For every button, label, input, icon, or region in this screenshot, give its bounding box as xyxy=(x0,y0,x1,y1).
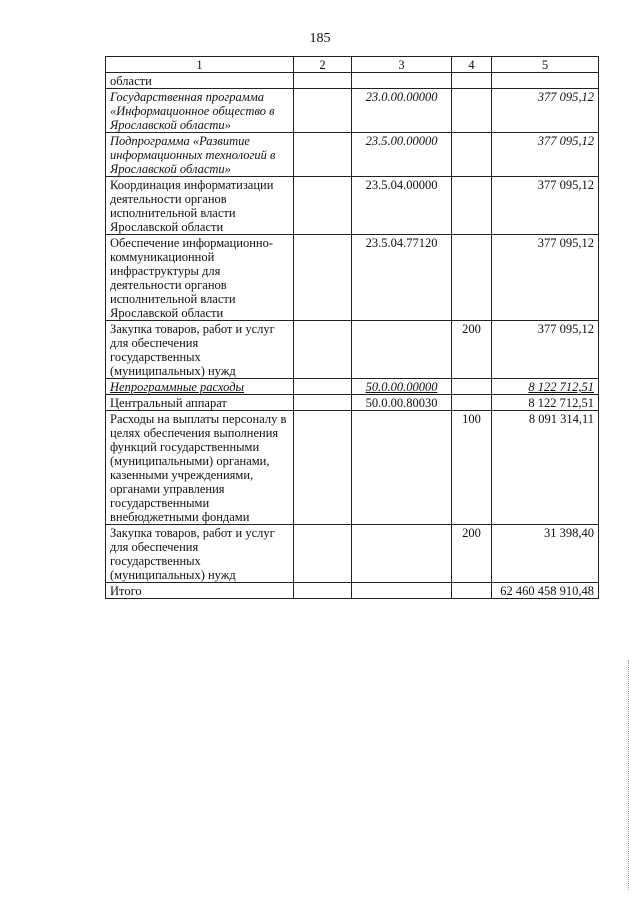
row-type xyxy=(452,235,492,321)
row-name: Расходы на выплаты персоналу в целях обеспечения выполнения функций государственными (муниципальными) органами, казенными учреждениями, органами управления государственными внебюджетными фондами xyxy=(106,411,294,525)
table-row xyxy=(106,411,599,525)
row-type xyxy=(452,379,492,395)
row-amount: 377 095,12 xyxy=(492,235,599,321)
row-amount: 377 095,12 xyxy=(492,133,599,177)
total-row xyxy=(106,583,599,599)
row-empty-col2 xyxy=(294,89,352,133)
row-name: Закупка товаров, работ и услуг для обеспечения государственных (муниципальных) нужд xyxy=(106,525,294,583)
row-type xyxy=(452,395,492,411)
row-empty-col2 xyxy=(294,133,352,177)
row-empty-col2 xyxy=(294,525,352,583)
table-row xyxy=(106,73,599,89)
table-row xyxy=(106,89,599,133)
row-code: 23.5.00.00000 xyxy=(352,133,452,177)
column-header-5: 5 xyxy=(492,57,599,73)
row-name: области xyxy=(106,73,294,89)
row-empty-col2 xyxy=(294,73,352,89)
row-type: 200 xyxy=(452,321,492,379)
table-row xyxy=(106,177,599,235)
row-amount: 31 398,40 xyxy=(492,525,599,583)
row-empty-col2 xyxy=(294,379,352,395)
total-label: Итого xyxy=(106,583,294,599)
total-amount: 62 460 458 910,48 xyxy=(492,583,599,599)
total-empty-col2 xyxy=(294,583,352,599)
table-row xyxy=(106,395,599,411)
row-amount: 8 122 712,51 xyxy=(492,395,599,411)
row-empty-col2 xyxy=(294,411,352,525)
column-header-4: 4 xyxy=(452,57,492,73)
table-row xyxy=(106,379,599,395)
row-type: 100 xyxy=(452,411,492,525)
column-header-3: 3 xyxy=(352,57,452,73)
row-type: 200 xyxy=(452,525,492,583)
row-amount: 377 095,12 xyxy=(492,177,599,235)
row-code: 23.0.00.00000 xyxy=(352,89,452,133)
row-code xyxy=(352,525,452,583)
budget-table xyxy=(105,56,599,599)
total-empty-col3 xyxy=(352,583,452,599)
row-name: Закупка товаров, работ и услуг для обеспечения государственных (муниципальных) нужд xyxy=(106,321,294,379)
row-empty-col2 xyxy=(294,395,352,411)
row-amount xyxy=(492,73,599,89)
row-code xyxy=(352,411,452,525)
row-empty-col2 xyxy=(294,177,352,235)
row-amount: 8 091 314,11 xyxy=(492,411,599,525)
table-row xyxy=(106,235,599,321)
table-row xyxy=(106,133,599,177)
row-type xyxy=(452,133,492,177)
row-code: 50.0.00.00000 xyxy=(352,379,452,395)
row-empty-col2 xyxy=(294,321,352,379)
column-header-1: 1 xyxy=(106,57,294,73)
column-header-2: 2 xyxy=(294,57,352,73)
row-name: Обеспечение информационно-коммуникационной инфраструктуры для деятельности органов исполнительной власти Ярославской области xyxy=(106,235,294,321)
row-amount: 377 095,12 xyxy=(492,321,599,379)
row-amount: 377 095,12 xyxy=(492,89,599,133)
row-name: Непрограммные расходы xyxy=(106,379,294,395)
row-code: 50.0.00.80030 xyxy=(352,395,452,411)
row-amount: 8 122 712,51 xyxy=(492,379,599,395)
row-code xyxy=(352,73,452,89)
table-row xyxy=(106,321,599,379)
row-name: Подпрограмма «Развитие информационных технологий в Ярославской области» xyxy=(106,133,294,177)
row-name: Координация информатизации деятельности органов исполнительной власти Ярославской области xyxy=(106,177,294,235)
page-number: 185 xyxy=(309,31,331,46)
row-code xyxy=(352,321,452,379)
row-name: Центральный аппарат xyxy=(106,395,294,411)
row-empty-col2 xyxy=(294,235,352,321)
total-empty-col4 xyxy=(452,583,492,599)
header-row xyxy=(106,57,599,73)
row-type xyxy=(452,73,492,89)
table-row xyxy=(106,525,599,583)
row-code: 23.5.04.77120 xyxy=(352,235,452,321)
row-type xyxy=(452,177,492,235)
scan-margin-mark xyxy=(628,660,630,890)
row-name: Государственная программа «Информационное общество в Ярославской области» xyxy=(106,89,294,133)
row-code: 23.5.04.00000 xyxy=(352,177,452,235)
row-type xyxy=(452,89,492,133)
